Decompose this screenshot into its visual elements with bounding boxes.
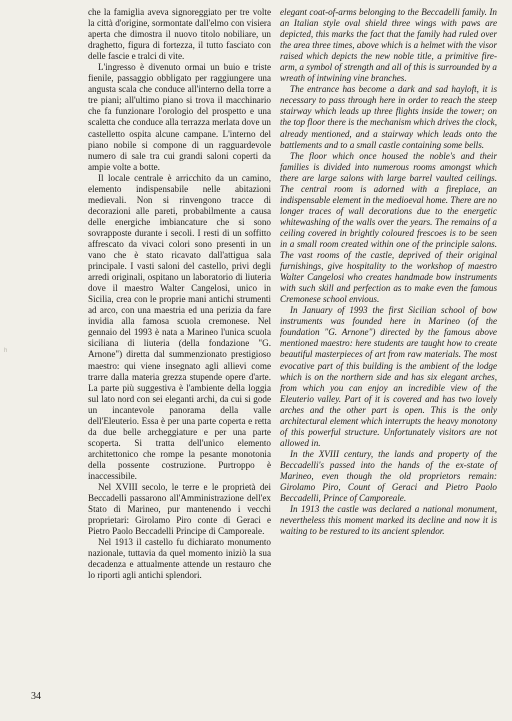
- english-paragraph-3: The floor which once housed the noble's and their families is divided into numerous rooms amongst which there are large salons with large barrel vaulted ceilings. The central room is adorned with a fireplace, an indispensable element in the medioeval home. There are no longer traces of wall decorations due to the energetic whitewashing of the walls over the years. The remains of a ceiling covered in brightly coloured frescoes is to be seen in a small room created within one of the principle salons. The vast rooms of the castle, deprived of their original furnishings, give hospitality to the workshop of maestro Walter Cangelosi who creates handmade bow instruments with such skill and perfection as to make even the famous Cremonese school envious.: [280, 150, 497, 305]
- english-paragraph-6: In 1913 the castle was declared a national monument, nevertheless this moment marked its decline and now it is waiting to be restured to its ancient splendor.: [280, 504, 497, 537]
- margin-mark: h: [4, 348, 8, 354]
- italian-text-column: [88, 7, 271, 581]
- english-paragraph-1: elegant coat-of-arms belonging to the Beccadelli family. In an Italian style oval shield three wings with paws are depicted, this marks the fact that the family had ruled over the area three times, above which is a helmet with the visor raised which depicts the new noble title, a primitive fire-arm, a symbol of strength and all of this is surrounded by a wreath of intwining vine branches.: [280, 7, 497, 84]
- italian-paragraph-4: Nel XVIII secolo, le terre e le proprietà dei Beccadelli passarono all'Amministrazione dell'ex Stato di Marineo, pur mantenendo i vecchi proprietari: Girolamo Piro conte di Geraci e Pietro Paolo Beccadelli Principe di Camporeale.: [88, 482, 271, 537]
- english-paragraph-5: In the XVIII century, the lands and property of the Beccadelli's passed into the hands of the ex-state of Marineo, even though the old proprietors remain: Girolamo Piro, Count of Geraci and Pietro Paolo Beccadelli, Prince of Camporeale.: [280, 448, 497, 504]
- english-text-column: [280, 7, 497, 537]
- italian-paragraph-5: Nel 1913 il castello fu dichiarato monumento nazionale, tuttavia da quel momento iniziò la sua decadenza e attualmente attende un restauro che lo riporti agli antichi splendori.: [88, 537, 271, 581]
- english-paragraph-4: In January of 1993 the first Sicilian school of bow instruments was founded here in Marineo (of the foundation "G. Arnone") directed by the famous above mentioned maestro: here students are taught how to create beautiful masterpieces of art from raw materials. The most evocative part of this building is the ambient of the lodge which is on the northern side and has six elegant arches, from which you can enjoy an incredible view of the Eleuterio valley. Part of it is covered and has two lovely arches and the other part is open. This is the only architectural element which interrupts the heavy monotony of this powerful structure. Unfortunately visitors are not allowed in.: [280, 305, 497, 448]
- italian-paragraph-2: L'ingresso è divenuto ormai un buio e triste fienile, passaggio obbligato per raggiungere una angusta scala che conduce all'interno della torre a tre piani; all'ultimo piano si trova il macchinario che fa funzionare l'orologio del prospetto e una scaletta che conduce alla terrazza merlata dove un castelletto ospita alcune campane. L'interno del piano nobile si compone di un ragguardevole numero di sale tra cui grandi saloni coperti da ampie volte a botte.: [88, 62, 271, 172]
- italian-paragraph-1: che la famiglia aveva signoreggiato per tre volte la città d'origine, sormontate dall'elmo con visiera aperta che dimostra il nuovo titolo nobiliare, un draghetto, figura di fortezza, il tutto fasciato con delle fascie e tralci di vite.: [88, 7, 271, 62]
- italian-paragraph-3: Il locale centrale è arricchito da un camino, elemento indispensabile nelle abitazioni medievali. Non si rinvengono tracce di decorazioni alle pareti, probabilmente a causa delle energiche imbiancature che si sono sovrapposte durante i secoli. I resti di un soffitto affrescato da vivaci colori sono presenti in un vano che è stato ricavato dall'attigua sala principale. I vasti saloni del castello, privi degli arredi originali, ospitano un laboratorio di liuteria dove il maestro Walter Cangelosi, unico in Sicilia, crea con le proprie mani antichi strumenti ad arco, con una maestria ed una perizia da fare invidia alla famosa scuola cremonese. Nel gennaio del 1993 è nata a Marineo l'unica scuola siciliana di liuteria (della fondazione "G. Arnone") diretta dal summenzionato prestigioso maestro: qui viene insegnato agli allievi come trarre dalla materia grezza stupende opere d'arte. La parte più suggestiva è l'ambiente della loggia sul lato nord con sei eleganti archi, da cui si gode un incantevole panorama della valle dell'Eleuterio. Essa è per una parte coperta e retta da due belle archeggiature e per una parte scoperta. Si tratta dell'unico elemento architettonico che rompe la pesante monotonia della possente costruzione. Purtroppo è inaccessibile.: [88, 172, 271, 481]
- page-number: 34: [31, 691, 41, 702]
- english-paragraph-2: The entrance has become a dark and sad hayloft, it is necessary to pass through here in order to reach the steep stairway which leads up three flights inside the tower; on the top floor there is the mechanism which drives the clock, already mentioned, and a stairway which leads onto the battlements and to a small castle containing some bells.: [280, 84, 497, 150]
